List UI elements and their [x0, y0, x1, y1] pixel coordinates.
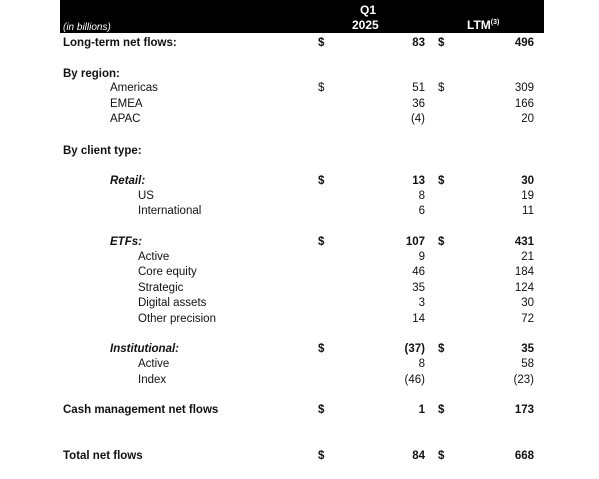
ltm-value: 166: [514, 98, 534, 110]
q1-value: 8: [418, 190, 425, 202]
ltm-value: 19: [521, 190, 534, 202]
row-label: Long-term net flows:: [63, 37, 177, 49]
table-row: [0, 190, 599, 205]
table-row: [0, 313, 599, 328]
currency-sign: $: [438, 343, 445, 355]
row-label: Active: [138, 358, 170, 370]
q1-value: (4): [410, 113, 425, 125]
q1-value: 1: [418, 404, 425, 416]
q1-value: (37): [404, 343, 425, 355]
q1-value: 107: [405, 236, 425, 248]
q1-value: 51: [412, 82, 425, 94]
section-label: By client type:: [63, 145, 142, 157]
row-label: Digital assets: [138, 297, 207, 309]
currency-sign: $: [438, 236, 445, 248]
table-row: [0, 251, 599, 266]
table-row: [0, 236, 599, 251]
table-row: [0, 266, 599, 281]
currency-sign: $: [318, 82, 325, 94]
ltm-value: 496: [514, 37, 534, 49]
units-note: (in billions): [63, 22, 111, 33]
table-row: [0, 175, 599, 190]
table-row: [0, 358, 599, 373]
row-label: Total net flows: [63, 450, 143, 462]
q1-value: 3: [418, 297, 425, 309]
currency-sign: $: [438, 404, 445, 416]
q1-value: 36: [412, 98, 425, 110]
row-label: Core equity: [138, 266, 197, 278]
row-label: US: [138, 190, 154, 202]
row-label: Other precision: [138, 313, 216, 325]
row-label: APAC: [110, 113, 141, 125]
col1-header-line2: 2025: [352, 18, 379, 32]
currency-sign: $: [318, 450, 325, 462]
currency-sign: $: [438, 450, 445, 462]
ltm-value: 309: [514, 82, 534, 94]
q1-value: 6: [418, 205, 425, 217]
row-label: Active: [138, 251, 170, 263]
section-label: By region:: [63, 68, 120, 80]
row-label: Americas: [110, 82, 158, 94]
ltm-value: 184: [514, 266, 534, 278]
ltm-value: 173: [514, 404, 534, 416]
ltm-value: 30: [521, 297, 534, 309]
ltm-value: 35: [521, 343, 534, 355]
row-label: Cash management net flows: [63, 404, 219, 416]
row-label: Institutional:: [110, 343, 179, 355]
currency-sign: $: [438, 175, 445, 187]
col1-header-line1: Q1: [360, 3, 377, 17]
ltm-value: 30: [521, 175, 534, 187]
ltm-value: 668: [514, 450, 534, 462]
table-row: [0, 145, 599, 160]
table-row: [0, 450, 599, 465]
q1-value: 8: [418, 358, 425, 370]
table-row: [0, 374, 599, 389]
currency-sign: $: [318, 404, 325, 416]
q1-value: 84: [412, 450, 425, 462]
ltm-value: 11: [522, 205, 534, 217]
currency-sign: $: [318, 37, 325, 49]
ltm-value: 124: [514, 282, 534, 294]
table-row: [0, 68, 599, 83]
ltm-value: 58: [521, 358, 534, 370]
q1-value: (46): [404, 374, 425, 386]
currency-sign: $: [318, 236, 325, 248]
ltm-value: 72: [521, 313, 534, 325]
q1-value: 83: [412, 37, 425, 49]
row-label: Index: [138, 374, 167, 386]
currency-sign: $: [318, 343, 325, 355]
currency-sign: $: [438, 37, 445, 49]
q1-value: 13: [412, 175, 425, 187]
row-label: EMEA: [110, 98, 143, 110]
q1-value: 46: [412, 266, 425, 278]
table-row: [0, 404, 599, 419]
currency-sign: $: [318, 175, 325, 187]
row-label: Retail:: [110, 175, 146, 187]
table-row: [0, 205, 599, 220]
row-label: International: [138, 205, 202, 217]
table-row: [0, 297, 599, 312]
currency-sign: $: [438, 82, 445, 94]
ltm-value: 431: [514, 236, 534, 248]
ltm-value: 21: [521, 251, 534, 263]
col2-header: LTM$^{(3)}$: [467, 18, 500, 32]
table-row: [0, 282, 599, 297]
q1-value: 9: [418, 251, 425, 263]
table-row: [0, 113, 599, 128]
ltm-value: 20: [521, 113, 534, 125]
table-row: [0, 82, 599, 97]
q1-value: 35: [412, 282, 425, 294]
table-row: [0, 37, 599, 52]
q1-value: 14: [412, 313, 425, 325]
ltm-value: (23): [513, 374, 534, 386]
row-label: Strategic: [138, 282, 184, 294]
table-header: [60, 0, 544, 33]
row-label: ETFs:: [110, 236, 142, 248]
table-row: [0, 343, 599, 358]
table-row: [0, 98, 599, 113]
